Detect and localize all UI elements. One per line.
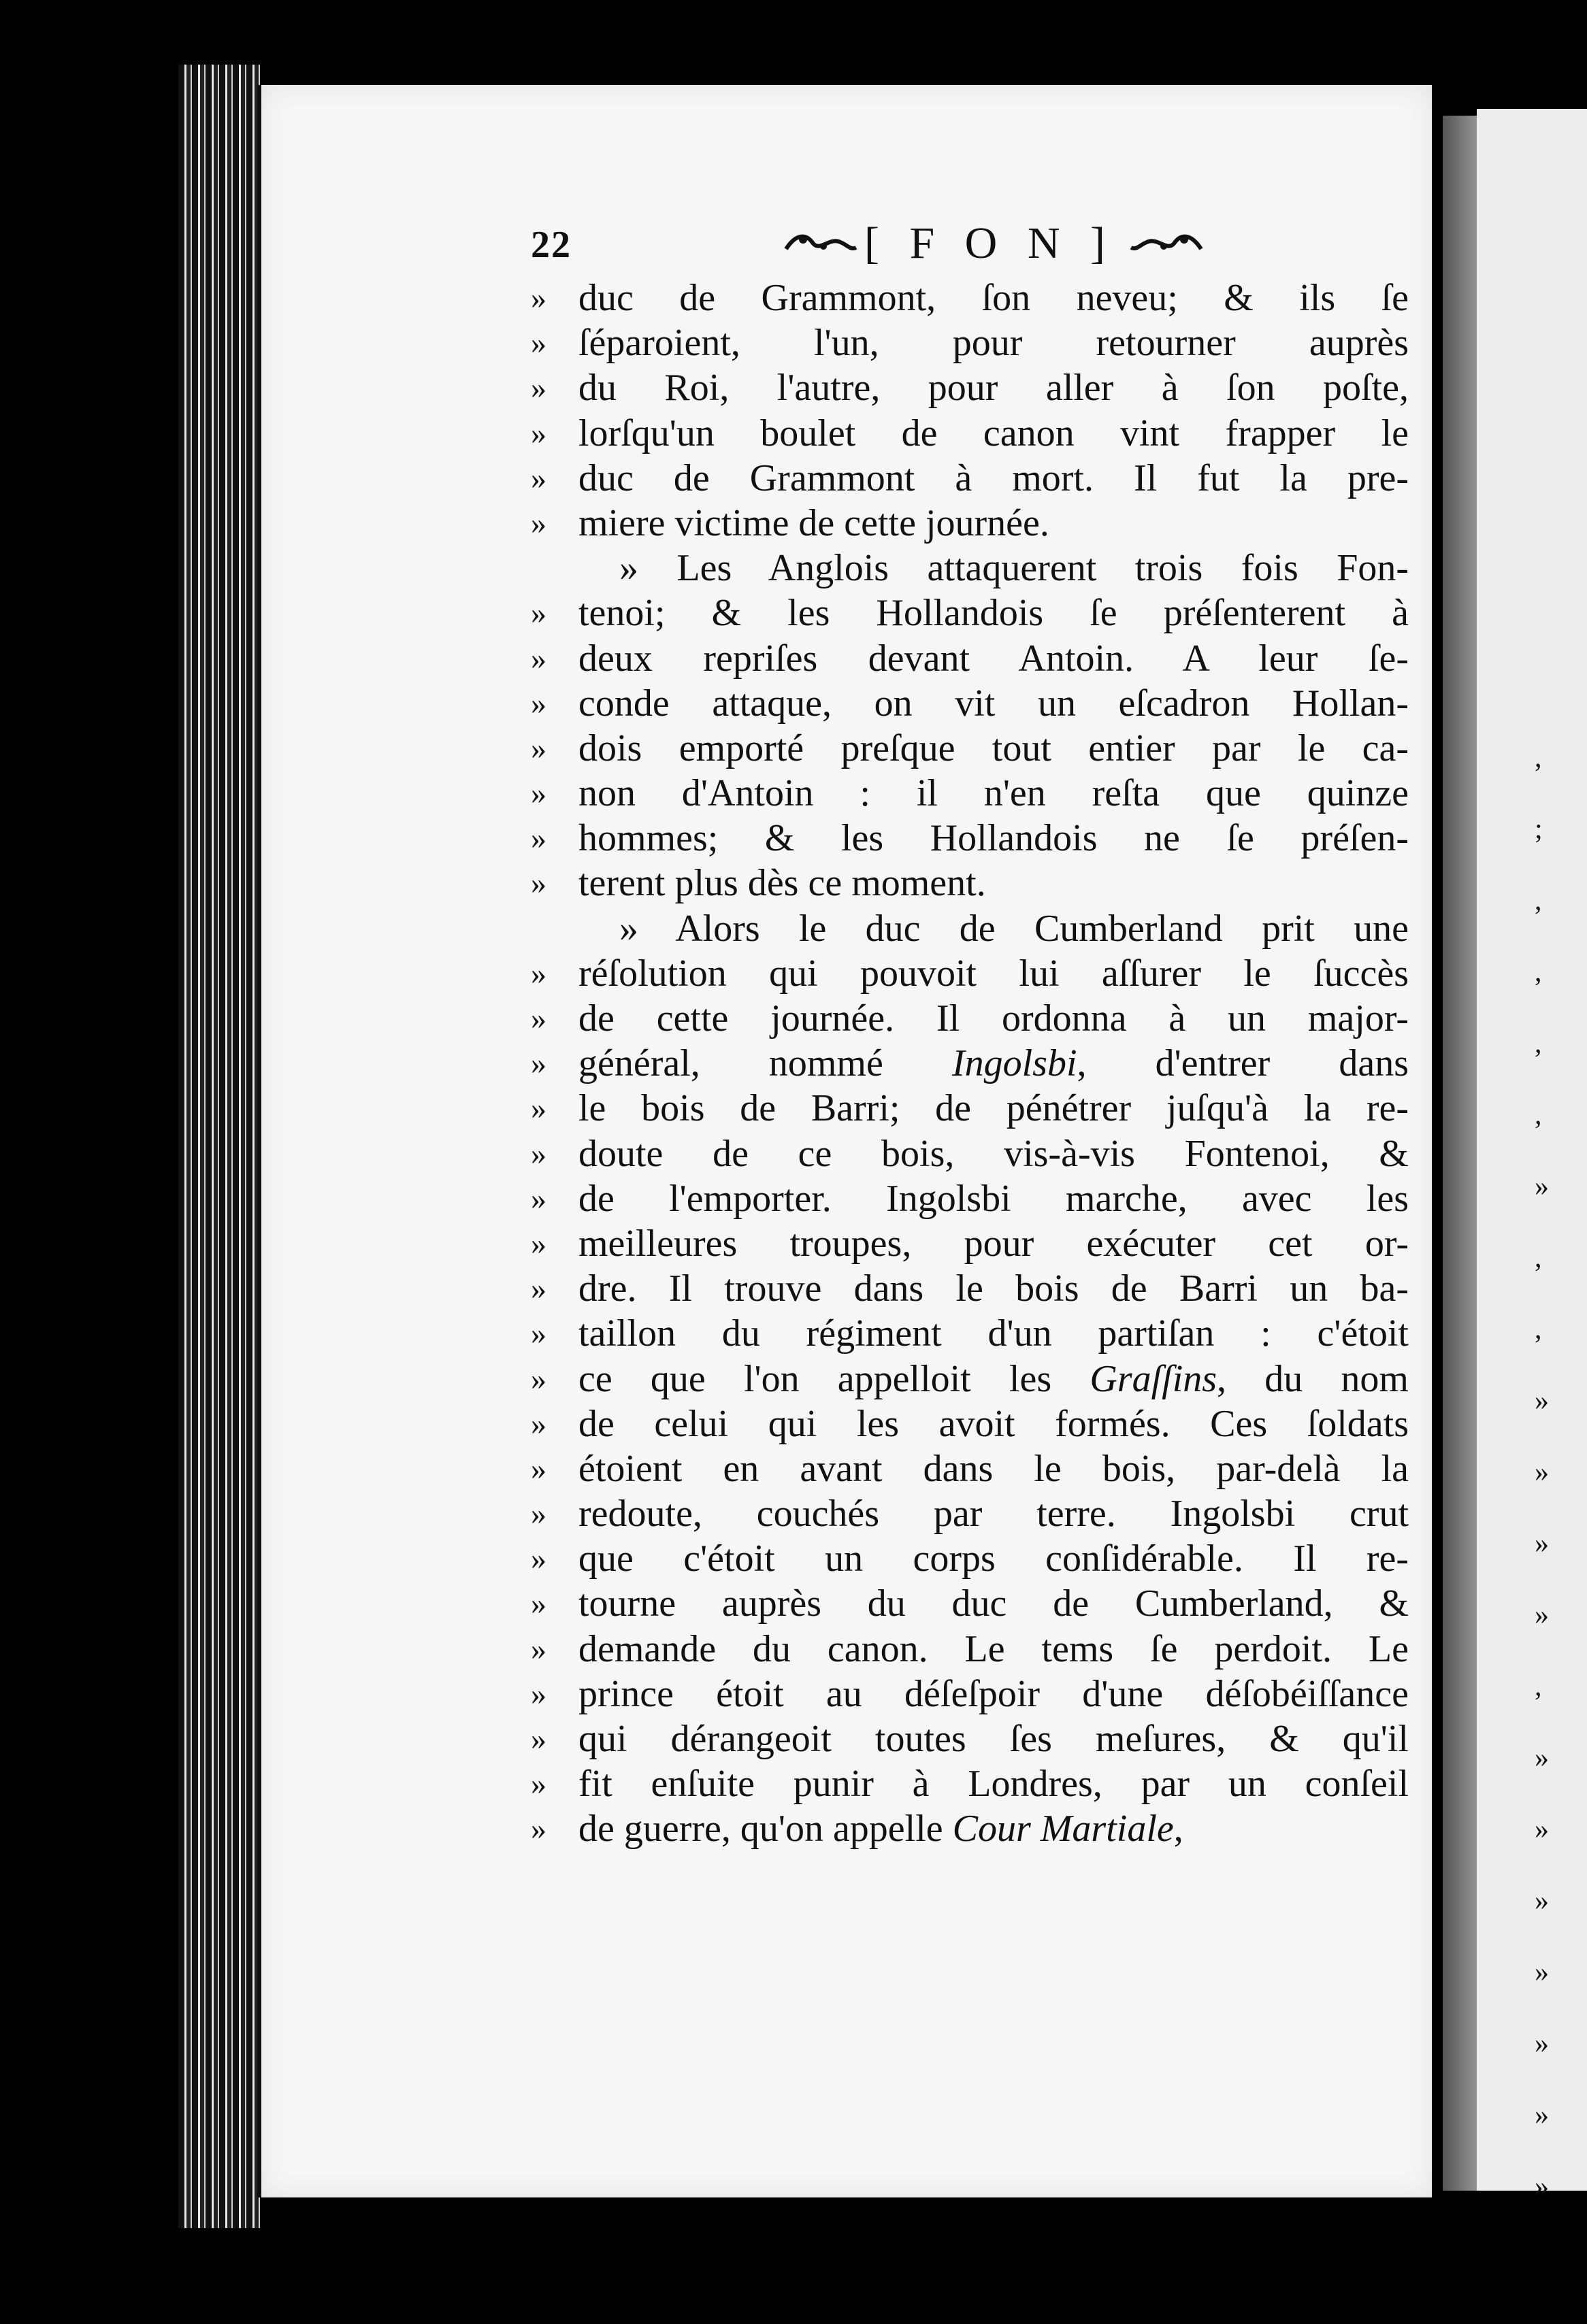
quote-mark: » (531, 1676, 546, 1711)
line-text: terent plus dès ce moment. (578, 862, 986, 905)
left-ornament-icon (783, 230, 857, 257)
quote-mark: » (531, 1721, 546, 1756)
text-line (531, 501, 1409, 546)
text-line (531, 1806, 1409, 1851)
facing-page-fragment (1477, 109, 1587, 2191)
line-text: dre. Il trouve dans le bois de Barri un ba- (578, 1267, 1409, 1310)
quote-mark: » (531, 820, 546, 856)
quote-mark: » (531, 1180, 546, 1216)
line-text: fit enſuite punir à Londres, par un conſeil (578, 1763, 1409, 1806)
quote-mark: » (531, 865, 546, 901)
text-line (531, 771, 1409, 816)
facing-page-mark: » (1535, 1385, 1549, 1416)
quote-mark: » (531, 685, 546, 720)
line-text: tenoi; & les Hollandois ſe préſenterent à (578, 592, 1409, 635)
text-line (531, 816, 1409, 861)
facing-page-mark: » (1535, 1742, 1549, 1774)
text-line (531, 906, 1409, 951)
text-line (531, 411, 1409, 456)
text-line (531, 1491, 1409, 1536)
text-line (531, 1672, 1409, 1716)
text-line (531, 591, 1409, 635)
quote-mark: » (531, 595, 546, 631)
quote-mark: » (531, 1271, 546, 1306)
facing-page-mark: , (1535, 742, 1542, 774)
quote-mark: » (531, 460, 546, 495)
line-text: taillon du régiment d'un partiſan : c'étoit (578, 1312, 1409, 1355)
line-text: deux repriſes devant Antoin. A leur ſe- (578, 637, 1409, 680)
text-line (531, 636, 1409, 681)
quote-mark: » (531, 1496, 546, 1531)
text-line (531, 1086, 1409, 1131)
facing-page-mark: » (1535, 2171, 1549, 2202)
facing-page-mark: , (1535, 957, 1542, 988)
text-line (531, 1446, 1409, 1491)
text-line (531, 1311, 1409, 1356)
line-text: hommes; & les Hollandois ne ſe préſen- (578, 817, 1409, 860)
text-line (531, 1761, 1409, 1806)
quote-mark: » (531, 1631, 546, 1666)
line-text: doute de ce bois, vis-à-vis Fontenoi, & (578, 1132, 1409, 1175)
line-text: dois emporté preſque tout entier par le ca- (578, 727, 1409, 769)
line-text: de l'emporter. Ingolsbi marche, avec les (578, 1177, 1409, 1220)
quote-mark: » (531, 1046, 546, 1081)
facing-page-mark: » (1535, 2028, 1549, 2059)
quote-mark: » (531, 955, 546, 991)
line-text: de celui qui les avoit formés. Ces ſoldats (578, 1402, 1409, 1445)
facing-page-mark: , (1535, 1242, 1542, 1274)
quote-mark: » (531, 1091, 546, 1126)
text-line (531, 1131, 1409, 1176)
right-ornament-icon (1130, 230, 1205, 257)
text-line (531, 1041, 1409, 1086)
quote-mark: » (531, 1811, 546, 1846)
facing-page-mark: » (1535, 1457, 1549, 1488)
text-line (531, 1627, 1409, 1672)
quote-mark: » (531, 280, 546, 315)
quote-mark: » (531, 1001, 546, 1035)
text-line (531, 276, 1409, 320)
facing-page-mark: » (1535, 1814, 1549, 1845)
text-line (531, 1536, 1409, 1581)
text-line (531, 546, 1409, 591)
quote-mark: » (531, 1135, 546, 1171)
quote-mark: » (531, 776, 546, 811)
quote-mark: » (531, 1541, 546, 1576)
text-line (531, 726, 1409, 771)
line-text: ſéparoient, l'un, pour retourner auprès (578, 322, 1409, 365)
facing-page-mark: » (1535, 1528, 1549, 1559)
line-text: étoient en avant dans le bois, par-delà la (578, 1447, 1409, 1490)
facing-page-mark: » (1535, 1885, 1549, 1916)
line-text: lorſqu'un boulet de canon vint frapper le (578, 412, 1409, 454)
text-line (531, 681, 1409, 726)
line-text: duc de Grammont à mort. Il fut la pre- (578, 456, 1409, 499)
quote-mark: » (531, 1225, 546, 1261)
facing-page-mark: » (1535, 2099, 1549, 2131)
text-line (531, 1581, 1409, 1626)
line-text: prince étoit au déſeſpoir d'une déſobéiſſance (578, 1672, 1409, 1715)
text-line (531, 1176, 1409, 1221)
line-text: demande du canon. Le tems ſe perdoit. Le (578, 1627, 1409, 1670)
facing-page-mark: » (1535, 1171, 1549, 1202)
line-text: miere victime de cette journée. (578, 501, 1049, 544)
quote-mark: » (531, 1316, 546, 1351)
facing-page-mark: » (1535, 1957, 1549, 1988)
quote-mark: » (531, 370, 546, 405)
line-text: de cette journée. Il ordonna à un major- (578, 997, 1409, 1040)
text-line (531, 1357, 1409, 1401)
line-text: redoute, couchés par terre. Ingolsbi crut (578, 1493, 1409, 1536)
quote-mark: » (531, 505, 546, 540)
line-text: réſolution qui pouvoit lui aſſurer le ſuccès (578, 952, 1409, 995)
text-line (531, 1221, 1409, 1266)
facing-page-mark: , (1535, 1028, 1542, 1059)
facing-page-mark: » (1535, 1599, 1549, 1631)
facing-page-mark: ; (1535, 814, 1543, 845)
line-text: conde attaque, on vit un eſcadron Hollan- (578, 682, 1409, 725)
line-text: » Alors le duc de Cumberland prit une (619, 907, 1409, 950)
quote-mark: » (531, 1450, 546, 1486)
line-text: qui dérangeoit toutes ſes meſures, & qu'il (578, 1718, 1409, 1760)
quote-mark: » (531, 730, 546, 765)
line-text: non d'Antoin : il n'en reſta que quinze (578, 772, 1409, 815)
facing-page-mark: , (1535, 1671, 1542, 1702)
page-header (531, 218, 1402, 279)
line-text: le bois de Barri; de pénétrer juſqu'à la re- (578, 1087, 1409, 1130)
facing-page-mark: , (1535, 1314, 1542, 1345)
line-text: meilleures troupes, pour exécuter cet or- (578, 1222, 1409, 1265)
text-line (531, 365, 1409, 410)
page-number: 22 (531, 224, 572, 266)
text-line (531, 951, 1409, 996)
line-text: que c'étoit un corps conſidérable. Il re- (578, 1538, 1409, 1580)
facing-page-mark: , (1535, 1099, 1542, 1131)
line-text: » Les Anglois attaquerent trois fois Fon- (619, 547, 1409, 590)
quote-mark: » (531, 1586, 546, 1621)
quote-mark: » (531, 1361, 546, 1396)
line-text: du Roi, l'autre, pour aller à ſon poſte, (578, 367, 1409, 410)
running-head: [ F O N ] (864, 218, 1115, 268)
text-line (531, 996, 1409, 1041)
body-text (531, 276, 1409, 1852)
line-text: de guerre, qu'on appelle Cour Martiale, (578, 1808, 1183, 1850)
quote-mark: » (531, 1406, 546, 1441)
quote-mark: » (531, 415, 546, 450)
line-text: duc de Grammont, ſon neveu; & ils ſe (578, 277, 1409, 319)
line-text: ce que l'on appelloit les Graſſins, du nom (578, 1357, 1409, 1400)
quote-mark: » (531, 640, 546, 676)
gutter-shadow (1443, 116, 1480, 2191)
line-text: tourne auprès du duc de Cumberland, & (578, 1582, 1409, 1625)
book-page-edges (178, 65, 260, 2228)
text-line (531, 320, 1409, 365)
quote-mark: » (531, 1766, 546, 1802)
quote-mark: » (531, 325, 546, 361)
text-line (531, 1401, 1409, 1446)
text-line (531, 861, 1409, 906)
text-line (531, 456, 1409, 501)
text-line (531, 1266, 1409, 1311)
facing-page-mark: , (1535, 885, 1542, 916)
text-line (531, 1716, 1409, 1761)
line-text: général, nommé Ingolsbi, d'entrer dans (578, 1042, 1409, 1085)
